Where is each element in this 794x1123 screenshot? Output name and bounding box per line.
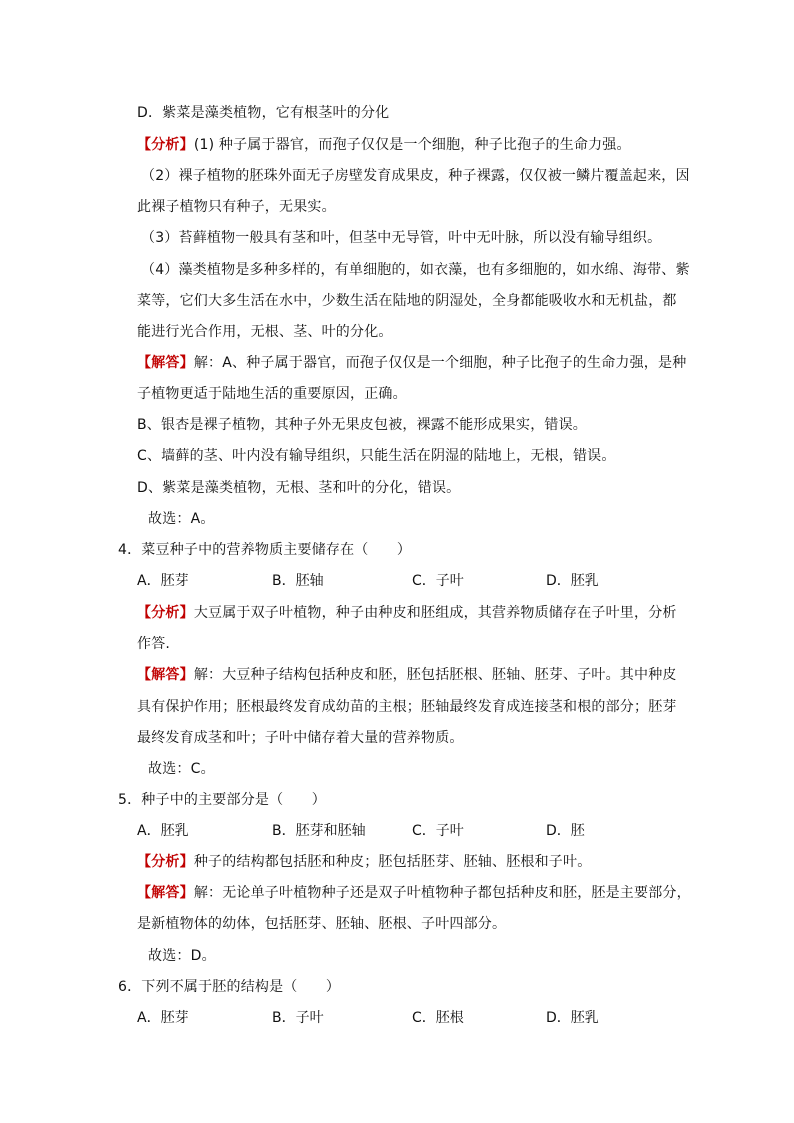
q3-answer-line-4: C、墙藓的茎、叶内没有输导组织，只能生活在阴湿的陆地上，无根，错误。 xyxy=(137,448,616,464)
q3-answer-line-2: 子植物更适于陆地生活的重要原因，正确。 xyxy=(137,386,407,402)
q3-answer-line-3: B、银杏是裸子植物，其种子外无果皮包被，裸露不能形成果实，错误。 xyxy=(137,417,588,433)
q3-analysis-line-5: （4）藻类植物是多种多样的，有单细胞的，如衣藻，也有多细胞的，如水绵、海带、紫 xyxy=(141,262,690,278)
q5-choice: 故选：D。 xyxy=(148,948,216,964)
q5-option-d: D．胚 xyxy=(546,823,585,839)
q3-analysis-line-7: 能进行光合作用，无根、茎、叶的分化。 xyxy=(137,324,393,340)
q6-option-b: B．子叶 xyxy=(272,1010,324,1026)
q4-analysis-line-2: 作答. xyxy=(137,636,171,652)
q3-analysis-line-2: （2）裸子植物的胚珠外面无子房壁发育成果皮，种子裸露，仅仅被一鳞片覆盖起来，因 xyxy=(141,168,690,184)
q4-option-c: C．子叶 xyxy=(412,573,464,589)
q3-analysis-line-1: (1) 种子属于器官，而孢子仅仅是一个细胞，种子比孢子的生命力强。 xyxy=(193,137,631,153)
q5-option-c: C．子叶 xyxy=(412,823,464,839)
q3-analysis xyxy=(137,135,631,155)
q4-option-b: B．胚轴 xyxy=(272,573,324,589)
q3-choice: 故选：A。 xyxy=(148,511,215,527)
q4-analysis xyxy=(137,603,677,623)
q5-answer xyxy=(137,883,691,903)
answer-tag: 【解答】 xyxy=(137,667,194,683)
q4-stem: 4．菜豆种子中的营养物质主要储存在（ ） xyxy=(118,542,412,558)
q4-answer-line-1: 解：大豆种子结构包括种皮和胚，胚包括胚根、胚轴、胚芽、子叶。其中种皮 xyxy=(193,667,677,683)
q5-analysis xyxy=(137,852,591,872)
q5-analysis-line-1: 种子的结构都包括胚和种皮；胚包括胚芽、胚轴、胚根和子叶。 xyxy=(193,854,592,870)
answer-tag: 【解答】 xyxy=(137,885,194,901)
q4-analysis-line-1: 大豆属于双子叶植物，种子由种皮和胚组成，其营养物质储存在子叶里，分析 xyxy=(193,605,677,621)
q4-answer xyxy=(137,665,677,685)
analysis-tag: 【分析】 xyxy=(137,605,194,621)
q4-choice: 故选：C。 xyxy=(148,761,215,777)
q3-answer xyxy=(137,353,686,373)
q5-stem: 5．种子中的主要部分是（ ） xyxy=(118,792,326,808)
q6-stem: 6．下列不属于胚的结构是（ ） xyxy=(118,979,341,995)
q4-answer-line-2: 具有保护作用；胚根最终发育成幼苗的主根；胚轴最终发育成连接茎和根的部分；胚芽 xyxy=(137,699,677,715)
q3-analysis-line-6: 菜等，它们大多生活在水中，少数生活在陆地的阴湿处，全身都能吸收水和无机盐，都 xyxy=(137,293,677,309)
q3-answer-line-5: D、紫菜是藻类植物，无根、茎和叶的分化，错误。 xyxy=(137,480,461,496)
q4-option-a: A．胚芽 xyxy=(137,573,189,589)
q4-answer-line-3: 最终发育成茎和叶；子叶中储存着大量的营养物质。 xyxy=(137,730,464,746)
analysis-tag: 【分析】 xyxy=(137,854,194,870)
q5-option-b: B．胚芽和胚轴 xyxy=(272,823,366,839)
q5-answer-line-1: 解：无论单子叶植物种子还是双子叶植物种子都包括种皮和胚，胚是主要部分， xyxy=(193,885,691,901)
q3-answer-line-1: 解：A、种子属于器官，而孢子仅仅是一个细胞，种子比孢子的生命力强，是种 xyxy=(193,355,687,371)
q6-option-a: A．胚芽 xyxy=(137,1010,189,1026)
q3-analysis-line-4: （3）苔藓植物一般具有茎和叶，但茎中无导管，叶中无叶脉，所以没有输导组织。 xyxy=(141,230,662,246)
q6-option-c: C．胚根 xyxy=(412,1010,464,1026)
q5-answer-line-2: 是新植物体的幼体，包括胚芽、胚轴、胚根、子叶四部分。 xyxy=(137,916,507,932)
q5-option-a: A．胚乳 xyxy=(137,823,189,839)
q6-option-d: D．胚乳 xyxy=(546,1010,599,1026)
answer-tag: 【解答】 xyxy=(137,355,194,371)
q4-option-d: D．胚乳 xyxy=(546,573,599,589)
q3-analysis-line-3: 此裸子植物只有种子，无果实。 xyxy=(137,199,336,215)
q3-option-d: D．紫菜是藻类植物，它有根茎叶的分化 xyxy=(137,105,390,121)
analysis-tag: 【分析】 xyxy=(137,137,194,153)
